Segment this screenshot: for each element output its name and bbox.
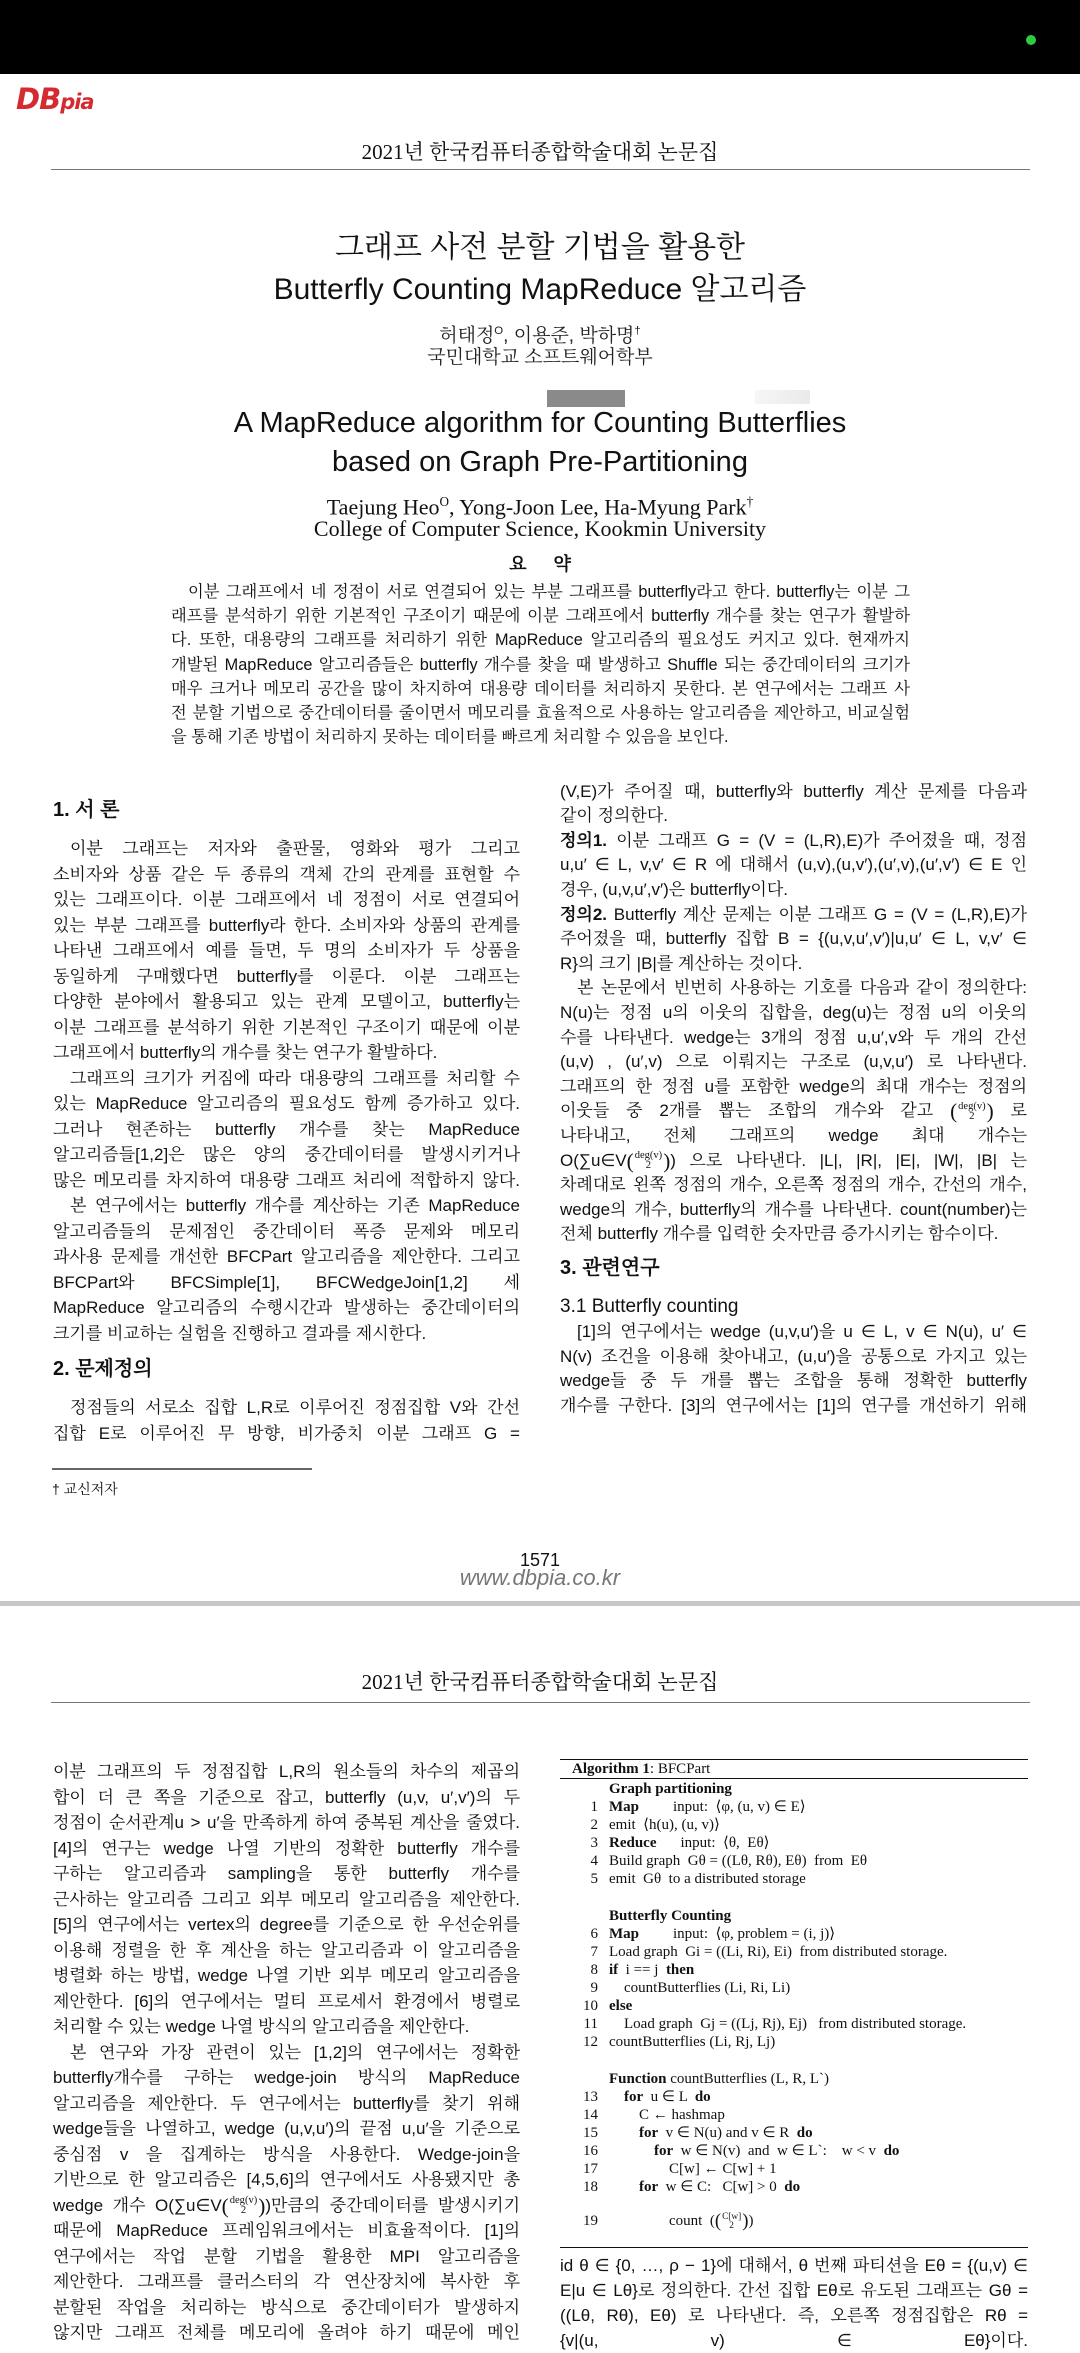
code-text: input: ⟨φ, problem = (i, j)⟩: [673, 1926, 836, 1942]
page1-right-column: [560, 780, 1027, 1419]
text-line: 수를 나타낸다. wedge는 3개의 정점 u,u′,v와 두 개의 간선: [560, 1027, 1027, 1047]
text-line: 경우, (u,v,u′,v′)은 butterfly이다.: [560, 880, 788, 900]
text-line: 있는 그래프이다. 이분 그래프에서 네 정점이 서로 연결되어: [53, 890, 520, 909]
line-number: 17: [583, 2161, 598, 2177]
binomial: deg(v) 2: [634, 1150, 663, 1172]
running-header: 2021년 한국컴퓨터종합학술대회 논문집: [361, 140, 719, 164]
logo-sub-text: pia: [60, 90, 94, 114]
line-number: 13: [583, 2089, 598, 2105]
code-text: w ∈ C: C[w] > 0: [658, 2179, 785, 2195]
text-line: 크기를 비교하는 실험을 진행하고 결과를 제시한다.: [53, 1323, 427, 1343]
header-rule: [51, 1702, 1030, 1703]
text-line: 알고리즘들[1,2]은 많은 양의 중간데이터를 발생시키거나: [53, 1145, 520, 1164]
text-line: 그러나 현존하는 butterfly 개수를 찾는 MapReduce: [53, 1119, 520, 1139]
text-line: BFCPart와 BFCSimple[1], BFCWedgeJoin[1,2] 세: [53, 1272, 520, 1292]
text-line: 이분 그래프의 두 정점집합 L,R의 원소들의 차수의 제곱의: [53, 1762, 520, 1782]
text-line: 차례대로 왼쪽 정점의 개수, 오른쪽 정점의 개수, 간선의 개수,: [560, 1175, 1027, 1195]
status-bar: [0, 0, 1080, 74]
author-name: Taejung Heo: [326, 494, 440, 520]
line-number: 11: [583, 2016, 598, 2032]
text-line: 알고리즘들의 문제점인 중간데이터 폭증 문제와 메모리: [53, 1221, 520, 1241]
code-text: emit ⟨h(u), (u, v)⟩: [609, 1817, 720, 1833]
keyword: Map: [609, 1926, 639, 1942]
text-line: 나타내고, 전체 그래프의 wedge 최대 개수는: [560, 1126, 1027, 1145]
algorithm-line: [560, 2178, 1028, 2196]
text-line: (u,v) , (u′,v) 으로 이뤄지는 구조로 (u,v,u′) 로 나타낸다.: [560, 1052, 1027, 1072]
algorithm-section-heading: [560, 1907, 1028, 1925]
algorithm-line: [560, 1961, 1028, 1979]
text-line: 이용해 정렬을 한 후 계산을 하는 알고리즘과 이 알고리즘을: [53, 1940, 520, 1960]
code-text: countButterflies (Li, Ri, Li): [624, 1980, 791, 1996]
binomial: deg(v) 2: [958, 1100, 986, 1122]
page2-left-column: [53, 1759, 520, 2346]
code-text: input: ⟨θ, Eθ⟩: [673, 1835, 770, 1851]
footnote-rule: [52, 1468, 312, 1470]
algorithm-lines: [560, 1780, 1028, 2238]
paren: ): [663, 1148, 671, 1173]
line-number: 2: [590, 1817, 598, 1833]
binomial: C[w] 2: [722, 2211, 742, 2231]
algorithm-label: Algorithm 1: [572, 1761, 650, 1777]
keyword: do: [883, 2143, 900, 2159]
algorithm-line: [560, 2142, 1028, 2160]
code-text: input: ⟨φ, (u, v) ∈ E⟩: [673, 1799, 806, 1815]
text-line: 있는 MapReduce 알고리즘의 필요성도 함께 증가하고 있다.: [53, 1094, 520, 1113]
corresponding-mark: †: [634, 325, 641, 337]
text-line: 전체 butterfly 개수를 입력한 숫자만큼 증가시키는 함수이다.: [560, 1224, 999, 1244]
abstract-body: [171, 580, 910, 749]
paren: (: [950, 1099, 958, 1124]
keyword: else: [609, 1998, 633, 2014]
text-line: butterfly개수를 구하는 wedge-join 방식의 MapReduce: [53, 2068, 520, 2088]
keyword: do: [694, 2089, 711, 2105]
keyword: do: [784, 2179, 801, 2195]
text-line: 본 논문에서 빈번히 사용하는 기호를 다음과 같이 정의한다:: [577, 978, 1027, 998]
algorithm-line: [560, 1816, 1028, 1834]
line-number: 15: [583, 2125, 598, 2141]
text-line: 개발된 MapReduce 알고리즘들은 butterfly 개수를 찾을 때 발생하고 Shuffle 되는 중간데이터의 크기가: [171, 655, 910, 674]
text-line-content: 이분 그래프 G = (V = (L,R),E)가 주어졌을 때, 정점: [607, 830, 1027, 850]
footnote: † 교신저자: [52, 1481, 118, 1497]
line-number: 12: [583, 2034, 598, 2050]
algorithm-section-heading: [560, 1780, 1028, 1798]
text-line: 본 연구와 가장 관련이 있는 [1,2]의 연구에서는 정확한: [70, 2042, 520, 2062]
text-line: 알고리즘을 제안한다. 두 연구에서는 butterfly를 찾기 위해: [53, 2093, 520, 2113]
algorithm-box: [560, 1759, 1028, 2248]
section-heading: 2. 문제정의: [53, 1358, 153, 1380]
paren: (: [221, 2193, 229, 2218]
text-line: 이분 그래프를 분석하기 위한 기본적인 구조이기 때문에 이분: [53, 1017, 520, 1037]
keyword: then: [665, 1962, 695, 1978]
text-line: 을 통해 기존 방법이 처리하지 못하는 데이터를 빠르게 처리할 수 있음을 보인다.: [171, 728, 729, 747]
keyword: Butterfly Counting: [609, 1908, 732, 1924]
text-line: 이분 그래프는 저자와 출판물, 영화와 평가 그리고: [70, 839, 520, 858]
title-en-line-1: A MapReduce algorithm for Counting Butterflies: [233, 407, 847, 439]
logo-main-text: DB: [16, 82, 61, 116]
page-number: 1571: [519, 1550, 561, 1570]
text-line: N(v) 조건을 이용해 찾아내고, (u,u′)을 공통으로 가지고 있는: [560, 1346, 1027, 1366]
code-text: C ← hashmap: [639, 2107, 725, 2123]
line-number: 4: [590, 1853, 598, 1869]
line-number: 16: [583, 2143, 598, 2159]
abstract-heading: 요 약: [509, 554, 571, 574]
line-number: 3: [590, 1835, 598, 1851]
text-line: 같이 정의한다.: [560, 806, 668, 826]
text-line: 정점이 순서관계u > u′을 만족하게 하여 중복된 계산을 줄였다.: [53, 1813, 520, 1833]
text-line: 때문에 MapReduce 프레임워크에서는 비효율적이다. [1]의: [53, 2221, 520, 2241]
keyword: for: [654, 2143, 674, 2159]
line-number: 19: [583, 2213, 598, 2229]
text-line: N(u)는 정점 u의 이웃의 집합을, deg(u)는 정점 u의 이웃의: [560, 1003, 1027, 1023]
text-line: R}의 크기 |B|를 계산하는 것이다.: [560, 953, 803, 973]
text-line: 있는 부분 그래프를 butterfly라 한다. 소비자와 상품의 관계를: [53, 915, 520, 935]
text-line: 과사용 문제를 개선한 BFCPart 알고리즘을 제안한다. 그리고: [53, 1247, 520, 1266]
code-text: u ∈ L: [643, 2089, 695, 2105]
algorithm-line: [560, 2106, 1028, 2124]
line-number: 9: [590, 1980, 598, 1996]
presenter-mark: O: [439, 494, 450, 509]
text-line: O(∑u∈V( deg(v) 2 )) 으로 나타낸다. |L|, |R|, |E|, |W|, |B| 는: [560, 1148, 1027, 1173]
code-text: countButterflies (Li, Rj, Lj): [609, 2034, 776, 2050]
keyword: for: [624, 2089, 644, 2105]
line-number: 10: [583, 1998, 598, 2014]
text-line: 근사하는 알고리즘 그리고 외부 메모리 알고리즘을 제안한다.: [53, 1889, 520, 1909]
scan-artifact: [755, 390, 810, 404]
algorithm-bottom-rule: [560, 2247, 1028, 2248]
text-line: 처리할 수 있는 wedge 나열 방식의 알고리즘을 제안한다.: [53, 2017, 470, 2037]
text-line: ((Lθ, Rθ), Eθ) 로 나타낸다. 즉, 오른쪽 정점집합은 Rθ =: [560, 2305, 1028, 2325]
text-line: 중심점 v 을 집계하는 방식을 사용한다. Wedge-join을: [53, 2144, 520, 2164]
text-line: 본 연구에서는 butterfly 개수를 계산하는 기존 MapReduce: [70, 1196, 520, 1215]
text-line: 그래프에서 butterfly의 개수를 찾는 연구가 활발하다.: [53, 1043, 438, 1062]
text-line: wedge의 개수, butterfly의 개수를 나타낸다. count(number)는: [560, 1199, 1027, 1219]
text-line: 전 분할 기법으로 중간데이터를 줄이면서 메모리를 효율적으로 사용하는 알고리즘을 제안하고, 비교실험: [171, 703, 910, 722]
keyword: if: [609, 1962, 619, 1978]
line-number: 8: [590, 1962, 598, 1978]
algorithm-line: [560, 1870, 1028, 1888]
code-text: C[w] ← C[w] + 1: [669, 2161, 777, 2177]
page1-left-column: [53, 796, 520, 1446]
text-line: 동일하게 구매했다면 butterfly를 이룬다. 이분 그래프는: [53, 966, 520, 986]
text-line: 매우 크거나 메모리 공간을 많이 차지하여 대용량 데이터를 처리하지 못한다. 본 연구에서는 그래프 사: [171, 679, 910, 698]
page2-right-column: [560, 2253, 1028, 2353]
code-text: i == j: [618, 1962, 666, 1978]
affiliation-en: College of Computer Science, Kookmin University: [313, 516, 767, 541]
text-line: MapReduce 알고리즘의 수행시간과 발생하는 중간데이터의: [53, 1298, 520, 1317]
author-names: , 이용준, 박하명: [503, 325, 635, 347]
text-line: 래프를 분석하기 위한 기본적인 구조이기 때문에 이분 그래프에서 butterfly 개수를 찾는 연구가 활발하: [171, 607, 910, 626]
status-indicator-dot: [1026, 35, 1036, 45]
code-text: Load graph Gi = ((Li, Ri), Ei) from distributed storage.: [609, 1944, 948, 1960]
code-text: Load graph Gj = ((Lj, Rj), Ej) from distributed storage.: [624, 2016, 967, 2032]
keyword: Reduce: [609, 1835, 657, 1851]
code-text: emit Gθ to a distributed storage: [609, 1871, 806, 1887]
paren: ): [986, 1099, 994, 1124]
text-line: 많은 메모리를 차지하여 대용량 그래프 처리에 적합하지 않다.: [53, 1170, 520, 1190]
line-number: 14: [583, 2107, 598, 2123]
header-rule: [51, 169, 1030, 170]
text-line: u,u′ ∈ L, v,v′ ∈ R 에 대해서 (u,v),(u,v′),(u′,v),(u′,v′) ∈ E 인: [560, 855, 1027, 875]
code-text: count (( C[w] 2 )): [669, 2210, 754, 2232]
text-line: [4]의 연구는 wedge 나열 기반의 정확한 butterfly 개수를: [53, 1838, 520, 1858]
text-line: 주어졌을 때, butterfly 집합 B = {(u,v,u′,v′)|u,u′ ∈ L, v,v′ ∈: [560, 929, 1027, 949]
presenter-mark: O: [494, 325, 504, 337]
line-number: 1: [590, 1799, 598, 1815]
algorithm-line: [560, 1925, 1028, 1943]
text-line: 제안한다. [6]의 연구에서는 멀티 프로세서 환경에서 병렬로: [53, 1991, 520, 2011]
algorithm-line: [560, 1979, 1028, 1997]
text-line: 분할된 작업을 처리하는 방식으로 중간데이터가 발생하지: [53, 2297, 520, 2317]
code-text: Build graph Gθ = ((Lθ, Rθ), Eθ) from Eθ: [609, 1853, 868, 1869]
text-line: 그래프의 한 정점 u를 포함한 wedge의 최대 개수는 정점의: [560, 1076, 1027, 1096]
line-number: 5: [590, 1871, 598, 1887]
paren: (: [714, 2210, 722, 2232]
algorithm-line: [560, 1997, 1028, 2015]
text-line: [560, 903, 1027, 928]
text-line-content: Butterfly 계산 문제는 이분 그래프 G = (V = (L,R),E)가: [607, 904, 1027, 924]
text-line: 그래프의 크기가 커짐에 따라 대용량의 그래프를 처리할 수: [70, 1068, 520, 1088]
line-number: 18: [583, 2179, 598, 2195]
affiliation-ko: 국민대학교 소프트웨어학부: [427, 347, 653, 368]
page-separator: [0, 1601, 1080, 1606]
algorithm-name: : BFCPart: [649, 1761, 711, 1777]
text-line: 다. 또한, 대용량의 그래프를 처리하기 위한 MapReduce 알고리즘의 필요성도 커지고 있다. 현재까지: [171, 631, 910, 650]
line-number: 7: [590, 1944, 598, 1960]
paren: ): [258, 2193, 266, 2218]
text-line: 다양한 분야에서 활용되고 있는 관계 모델이고, butterfly는: [53, 992, 520, 1011]
title-ko-line-2: Butterfly Counting MapReduce 알고리즘: [273, 273, 807, 306]
keyword: Map: [609, 1799, 639, 1815]
algorithm-line: [560, 2204, 1028, 2238]
keyword: do: [796, 2125, 813, 2141]
algorithm-line: [560, 1798, 1028, 1816]
corresponding-mark: †: [746, 494, 754, 509]
code-text: v ∈ N(u) and v ∈ R: [658, 2125, 797, 2141]
line-number: 6: [590, 1926, 598, 1942]
author-names: , Yong-Joon Lee, Ha-Myung Park: [449, 494, 747, 520]
keyword: Function: [609, 2071, 667, 2087]
keyword: for: [639, 2125, 659, 2141]
text-line: 개수를 구한다. [3]의 연구에서는 [1]의 연구를 개선하기 위해: [560, 1395, 1027, 1415]
algorithm-line: [560, 1943, 1028, 1961]
text-line: 집합 E로 이루어진 무 방향, 비가중치 이분 그래프 G =: [53, 1423, 520, 1443]
author-name: 허태정: [439, 325, 495, 347]
keyword: Graph partitioning: [609, 1781, 732, 1797]
text-line: wedge들 중 두 개를 뽑는 조합을 통해 정확한 butterfly: [560, 1371, 1027, 1391]
subsection-heading: 3.1 Butterfly counting: [560, 1295, 739, 1317]
code-text: countButterflies (L, R, L`): [666, 2071, 829, 2087]
paren: (: [626, 1148, 634, 1173]
authors-ko: [0, 319, 1080, 348]
text-line: 않지만 그래프 전체를 메모리에 올려야 하기 때문에 메인: [53, 2323, 520, 2343]
text-line: {v|(u, v) ∈ Eθ}이다.: [560, 2330, 1028, 2350]
section-heading: 1. 서 론: [53, 799, 120, 821]
title-en-line-2: based on Graph Pre-Partitioning: [332, 446, 748, 478]
algorithm-line: [560, 2088, 1028, 2106]
text-line: 기반으로 한 알고리즘은 [4,5,6]의 연구에서도 사용됐지만 총: [53, 2170, 520, 2190]
text-line: [5]의 연구에서는 vertex의 degree를 기준으로 한 우선순위를: [53, 1915, 520, 1935]
text-line: 소비자와 상품 같은 두 종류의 객체 간의 관계를 표현할 수: [53, 864, 520, 884]
text-line: E|u ∈ Lθ}로 정의한다. 간선 집합 Eθ로 유도된 그래프는 Gθ =: [560, 2280, 1028, 2300]
text-line: (V,E)가 주어질 때, butterfly와 butterfly 계산 문제를 다음과: [560, 781, 1027, 801]
running-header: 2021년 한국컴퓨터종합학술대회 논문집: [361, 1670, 719, 1694]
algorithm-line: [560, 1852, 1028, 1870]
text-line: [1]의 연구에서는 wedge (u,v,u′)을 u ∈ L, v ∈ N(u), u′ ∈: [577, 1321, 1027, 1341]
binomial: deg(v) 2: [229, 2195, 258, 2217]
paren: ): [742, 2210, 749, 2232]
text-line: id θ ∈ {0, …, ρ − 1}에 대해서, θ 번째 파티션을 Eθ = {(u,v) ∈: [560, 2255, 1028, 2275]
dbpia-watermark-link[interactable]: www.dbpia.co.kr: [459, 1565, 621, 1590]
algorithm-line: [560, 2160, 1028, 2178]
algorithm-title-rule: [560, 1778, 1028, 1779]
text-line: 제안한다. 그래프를 클러스터의 각 연산장치에 복사한 후: [53, 2272, 520, 2292]
algorithm-title: [560, 1760, 1028, 1778]
code-text: w ∈ N(v) and w ∈ L`: w < v: [673, 2143, 884, 2159]
text-line: wedge들을 나열하고, wedge (u,v,u′)의 끝점 u,u′을 기준으로: [53, 2119, 520, 2139]
algorithm-line: [560, 2033, 1028, 2051]
title-ko-line-1: 그래프 사전 분할 기법을 활용한: [334, 231, 746, 264]
text-line: 합이 더 큰 쪽을 기준으로 잡고, butterfly (u,v, u′,v′)의 두: [53, 1787, 520, 1807]
text-line: wedge 개수 O(∑u∈V( deg(v) 2 ))만큼의 중간데이터를 발생시키기: [53, 2193, 520, 2218]
section-heading: 3. 관련연구: [560, 1256, 660, 1279]
text-line: [560, 829, 1027, 854]
text-line: 이분 그래프에서 네 정점이 서로 연결되어 있는 부분 그래프를 butterfly라고 한다. butterfly는 이분 그: [188, 583, 910, 601]
text-line: 정점들의 서로소 집합 L,R로 이루어진 정점집합 V와 간선: [70, 1398, 520, 1417]
definition-label: 정의2.: [560, 904, 608, 924]
text-line: 이웃들 중 2개를 뽑는 조합의 개수와 같고 ( deg(v) 2 ) 로: [560, 1099, 1027, 1124]
algorithm-line: [560, 1834, 1028, 1852]
text-line: 나타낸 그래프에서 예를 들면, 두 명의 소비자가 두 상품을: [53, 941, 520, 960]
text-line: 구하는 알고리즘과 sampling을 통한 butterfly 개수를: [53, 1864, 520, 1884]
text-line: 병렬화 하는 방법, wedge 나열 기반 외부 메모리 알고리즘을: [53, 1966, 520, 1986]
algorithm-section-heading: [560, 2070, 1028, 2088]
algorithm-line: [560, 2015, 1028, 2033]
keyword: for: [639, 2179, 659, 2195]
text-line: 연구에서는 작업 분할 기법을 활용한 MPI 알고리즘을: [53, 2246, 520, 2266]
definition-label: 정의1.: [560, 830, 608, 850]
algorithm-line: [560, 2124, 1028, 2142]
dbpia-logo[interactable]: [16, 84, 94, 119]
